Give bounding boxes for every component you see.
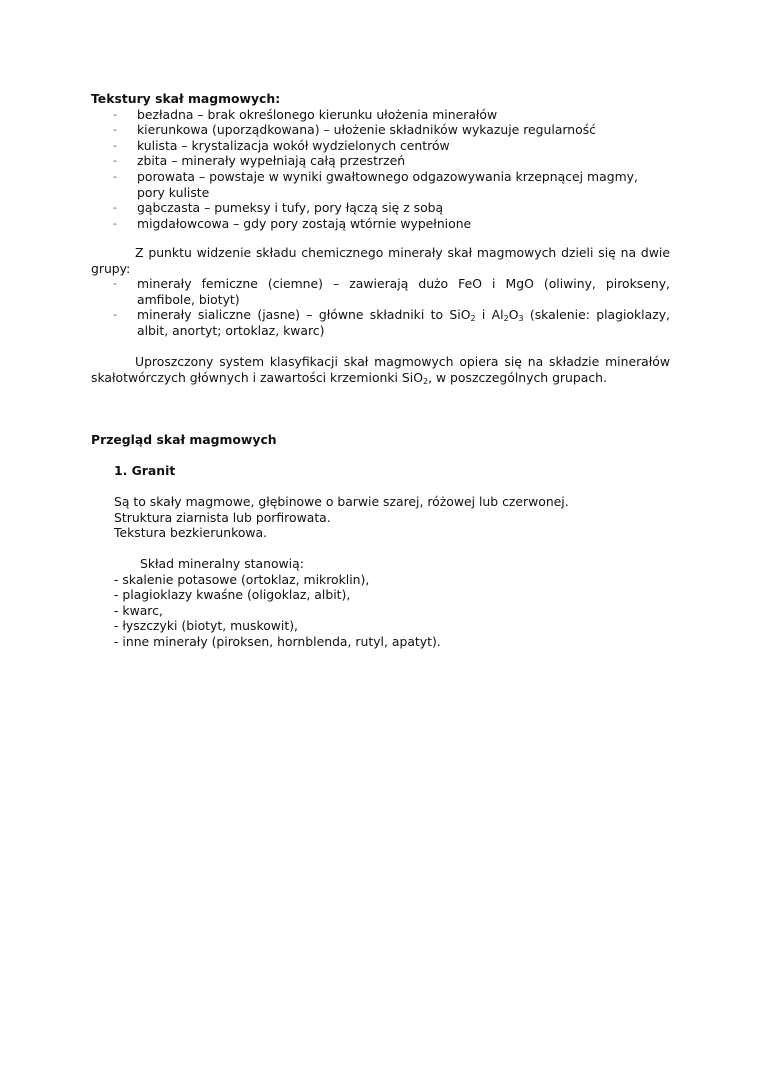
classification-paragraph: Uproszczony system klasyfikacji skał magmowych opiera się na składzie minerałów skałotwórczych głównych i zawartości krzemionki SiO$_2$, w poszczególnych grupach. <box>91 354 670 386</box>
dash-bullet: - <box>113 138 117 152</box>
list-item: - łyszczyki (biotyt, muskowit), <box>114 618 298 634</box>
textures-section <box>91 91 670 231</box>
list-item-femic: - minerały femiczne (ciemne) – zawierają dużo FeO i MgO (oliwiny, pirokseny, amfibole, biotyt) <box>113 276 670 307</box>
list-item: - porowata – powstaje w wyniki gwałtownego odgazowywania krzepnącej magmy, pory kuliste <box>113 168 638 200</box>
dash-bullet: - <box>113 169 117 183</box>
dash-bullet: - <box>113 308 117 322</box>
list-item: - skalenie potasowe (ortoklaz, mikroklin), <box>114 571 370 587</box>
dash-bullet: - <box>113 154 117 168</box>
textures-heading: Tekstury skał magmowych: <box>91 91 281 106</box>
list-item: - migdałowcowa – gdy pory zostają wtórnie wypełnione <box>113 215 472 231</box>
list-item: - kierunkowa (uporządkowana) – ułożenie składników wykazuje regularność <box>113 122 596 138</box>
list-item: - kwarc, <box>114 602 163 618</box>
description-line: Tekstura bezkierunkowa. <box>114 525 268 541</box>
dash-bullet: - <box>113 201 117 215</box>
mineral-groups-list <box>91 276 670 338</box>
dash-bullet: - <box>113 123 117 137</box>
granite-subheading: 1. Granit <box>114 463 176 478</box>
list-item: - inne minerały (piroksen, hornblenda, rutyl, apatyt). <box>114 633 441 649</box>
mineral-intro: Skład mineralny stanowią: <box>140 556 304 571</box>
list-item: - zbita – minerały wypełniają całą przestrzeń <box>113 153 406 169</box>
dash-bullet: - <box>113 277 117 290</box>
overview-heading: Przegląd skał magmowych <box>91 432 277 447</box>
dash-bullet: - <box>113 107 117 121</box>
description-line: Struktura ziarnista lub porfirowata. <box>114 509 331 525</box>
dash-bullet: - <box>113 216 117 230</box>
granite-description <box>114 494 670 541</box>
list-item: - bezładna – brak określonego kierunku ułożenia minerałów <box>113 106 498 122</box>
granite-minerals <box>114 556 670 650</box>
list-item: - kulista – krystalizacja wokół wydzielonych centrów <box>113 137 450 153</box>
list-item: - plagioklazy kwaśne (oligoklaz, albit), <box>114 587 351 603</box>
textures-list <box>91 107 670 232</box>
list-item-sialic: - minerały sialiczne (jasne) – główne składniki to SiO$_2$ i $Al_2O_3$ (skalenie: plagioklazy, albit, anortyt; ortoklaz, kwarc) <box>113 307 670 338</box>
chemical-paragraph: Z punktu widzenie składu chemicznego minerały skał magmowych dzieli się na dwie grupy: <box>91 245 670 276</box>
list-item: - gąbczasta – pumeksy i tufy, pory łączą się z sobą <box>113 200 444 216</box>
description-line: Są to skały magmowe, głębinowe o barwie szarej, różowej lub czerwonej. <box>114 494 569 509</box>
